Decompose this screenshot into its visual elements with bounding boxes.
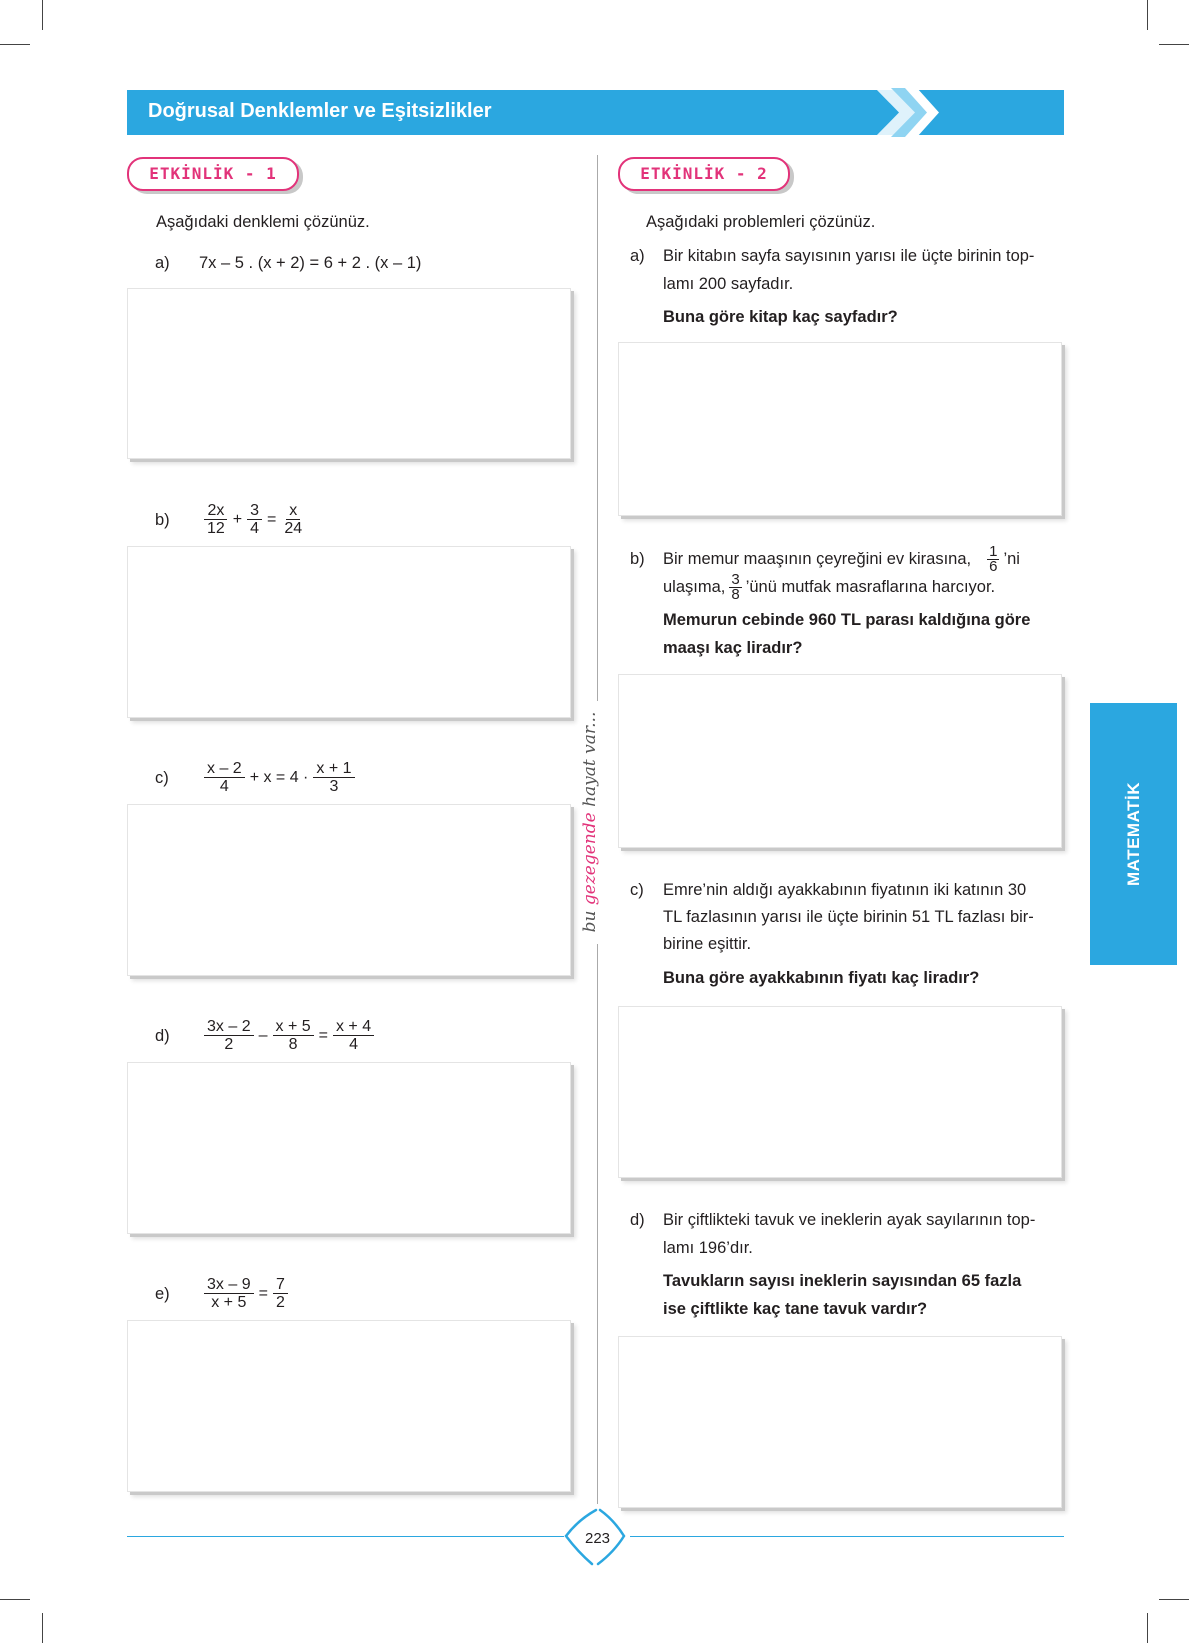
problem-a-question: Buna göre kitap kaç sayfadır? bbox=[663, 308, 898, 326]
problem-a-label: a) bbox=[630, 247, 645, 265]
crop-mark bbox=[42, 0, 43, 30]
item-d-label: d) bbox=[155, 1027, 170, 1045]
answer-box-2b[interactable] bbox=[618, 674, 1062, 848]
crop-mark bbox=[1147, 0, 1148, 30]
problem-c-line1: Emre’nin aldığı ayakkabının fiyatının iki katının 30 bbox=[663, 881, 1027, 899]
activity-2-instruction: Aşağıdaki problemleri çözünüz. bbox=[646, 213, 876, 231]
problem-c-question: Buna göre ayakkabının fiyatı kaç liradır? bbox=[663, 969, 980, 987]
crop-mark bbox=[0, 44, 30, 45]
problem-b-label: b) bbox=[630, 550, 645, 568]
crop-mark bbox=[1147, 1613, 1148, 1643]
chapter-header bbox=[127, 90, 1064, 135]
problem-d-line1: Bir çiftlikteki tavuk ve ineklerin ayak sayılarının top- bbox=[663, 1211, 1036, 1229]
item-a-label: a) bbox=[155, 254, 170, 272]
answer-box-2d[interactable] bbox=[618, 1336, 1062, 1508]
column-divider bbox=[597, 155, 598, 701]
subject-side-tab bbox=[1090, 703, 1177, 965]
problem-d-question-line1: Tavukların sayısı ineklerin sayısından 65 fazla bbox=[663, 1272, 1022, 1290]
activity-1-instruction: Aşağıdaki denklemi çözünüz. bbox=[156, 213, 370, 231]
problem-c-line3: birine eşittir. bbox=[663, 935, 752, 953]
problem-a-line1: Bir kitabın sayfa sayısının yarısı ile üçte birinin top- bbox=[663, 247, 1035, 265]
problem-c-line2: TL fazlasının yarısı ile üçte birinin 51 TL fazlası bir- bbox=[663, 908, 1034, 926]
item-e-label: e) bbox=[155, 1285, 170, 1303]
equation-d: $\frac{3x - 2}{2}$ – $\frac{x + 5}{8}$ = $\frac{x + 4}{4}$ bbox=[202, 1018, 376, 1053]
answer-box-2c[interactable] bbox=[618, 1006, 1062, 1178]
column-divider bbox=[597, 944, 598, 1504]
problem-b-line1: Bir memur maaşının çeyreğini ev kirasına, $\frac{1}{6}$ ’ni bbox=[663, 543, 1020, 576]
answer-box-2a[interactable] bbox=[618, 342, 1062, 516]
item-b-label: b) bbox=[155, 511, 170, 529]
page-number: 223 bbox=[585, 1530, 611, 1547]
answer-box-1e[interactable] bbox=[127, 1320, 571, 1492]
activity-2-badge: ETKİNLİK - 2 bbox=[618, 157, 790, 191]
problem-d-question-line2: ise çiftlikte kaç tane tavuk vardır? bbox=[663, 1300, 928, 1318]
equation-c: $\frac{x - 2}{4}$ + x = 4 · $\frac{x + 1}{3}$ bbox=[202, 760, 357, 795]
problem-b-question-line2: maaşı kaç liradır? bbox=[663, 639, 803, 657]
problem-b-line2: ulaşıma, $\frac{3}{8}$ ’ünü mutfak masraflarına harcıyor. bbox=[663, 571, 996, 604]
crop-mark bbox=[42, 1613, 43, 1643]
problem-b-question-line1: Memurun cebinde 960 TL parası kaldığına göre bbox=[663, 611, 1031, 629]
answer-box-1d[interactable] bbox=[127, 1062, 571, 1234]
chevron-right-icon bbox=[875, 88, 939, 137]
answer-box-1c[interactable] bbox=[127, 804, 571, 976]
answer-box-1a[interactable] bbox=[127, 288, 571, 459]
slogan: bu gezegende hayat var... bbox=[580, 711, 600, 933]
crop-mark bbox=[0, 1599, 30, 1600]
equation-b: $\frac{2x}{12}$ + $\frac{3}{4}$ = $\frac{x}{24}$ bbox=[202, 502, 307, 537]
problem-a-line2: lamı 200 sayfadır. bbox=[663, 275, 794, 293]
activity-1-badge: ETKİNLİK - 1 bbox=[127, 157, 299, 191]
footer-line-left bbox=[127, 1536, 564, 1537]
crop-mark bbox=[1159, 1599, 1189, 1600]
chapter-title: Doğrusal Denklemler ve Eşitsizlikler bbox=[148, 100, 492, 122]
footer-line-right bbox=[630, 1536, 1064, 1537]
problem-c-label: c) bbox=[630, 881, 644, 899]
problem-d-line2: lamı 196’dır. bbox=[663, 1239, 753, 1257]
equation-a: 7x – 5 . (x + 2) = 6 + 2 . (x – 1) bbox=[199, 254, 422, 272]
crop-mark bbox=[1159, 44, 1189, 45]
answer-box-1b[interactable] bbox=[127, 546, 571, 718]
subject-label: MATEMATİK bbox=[1123, 782, 1143, 886]
item-c-label: c) bbox=[155, 769, 169, 787]
equation-e: $\frac{3x - 9}{x + 5}$ = $\frac{7}{2}$ bbox=[202, 1276, 290, 1311]
problem-d-label: d) bbox=[630, 1211, 645, 1229]
